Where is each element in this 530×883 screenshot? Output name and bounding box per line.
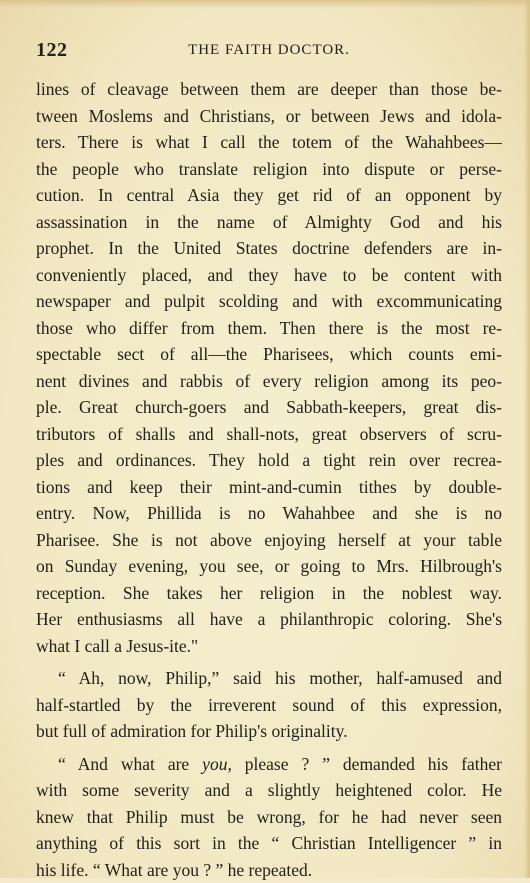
text-line: knew that Philip must be wrong, for he had never seen [36, 804, 502, 831]
text-line: cution. In central Asia they get rid of an opponent by [36, 182, 502, 209]
text-line: nent divines and rabbis of every religion among its peo- [36, 368, 502, 395]
text-line: Her enthusiasms all have a philanthropic coloring. She's [36, 606, 502, 633]
text-line: entry. Now, Phillida is no Wahahbee and she is no [36, 500, 502, 527]
text-line: the people who translate religion into dispute or perse- [36, 156, 502, 183]
text-line: ters. There is what I call the totem of the Wahahbees— [36, 129, 502, 156]
text-line: prophet. In the United States doctrine defenders are in- [36, 235, 502, 262]
text-line: “ Ah, now, Philip,” said his mother, half-amused and [36, 665, 502, 692]
text-line [36, 751, 502, 778]
text-line: his life. “ What are you ? ” he repeated. [36, 857, 502, 883]
text-line: on Sunday evening, you see, or going to Mrs. Hilbrough's [36, 553, 502, 580]
text-line: anything of this sort in the “ Christian Intelligencer ” in [36, 830, 502, 857]
page-number: 122 [36, 38, 68, 62]
page-header [36, 38, 502, 62]
text-line: ple. Great church-goers and Sabbath-keepers, great dis- [36, 394, 502, 421]
text-line: lines of cleavage between them are deeper than those be- [36, 76, 502, 103]
text-line: half-startled by the irreverent sound of this expression, [36, 692, 502, 719]
text-line: spectable sect of all—the Pharisees, which counts emi- [36, 341, 502, 368]
text-segment: “ And what are [58, 754, 202, 774]
text-line: ples and ordinances. They hold a tight rein over recrea- [36, 447, 502, 474]
text-line: tions and keep their mint-and-cumin tithes by double- [36, 474, 502, 501]
text-line: tributors of shalls and shall-nots, great observers of scru- [36, 421, 502, 448]
text-line: tween Moslems and Christians, or between Jews and idola- [36, 103, 502, 130]
page-body [36, 76, 502, 883]
text-line: Pharisee. She is not above enjoying herself at your table [36, 527, 502, 554]
text-line: conveniently placed, and they have to be content with [36, 262, 502, 289]
text-line: with some severity and a slightly heightened color. He [36, 777, 502, 804]
text-line: assassination in the name of Almighty God and his [36, 209, 502, 236]
text-line: what I call a Jesus-ite." [36, 633, 502, 660]
text-line: those who differ from them. Then there is the most re- [36, 315, 502, 342]
text-line: reception. She takes her religion in the noblest way. [36, 580, 502, 607]
emphasized-word: you, [202, 754, 232, 774]
text-line: newspaper and pulpit scolding and with excommunicating [36, 288, 502, 315]
text-line: but full of admiration for Philip's originality. [36, 718, 502, 745]
text-segment: please ? ” demanded his father [232, 754, 502, 774]
page-top-shadow [0, 0, 530, 8]
running-title: THE FAITH DOCTOR. [36, 38, 502, 62]
page-right-shadow [524, 0, 530, 878]
